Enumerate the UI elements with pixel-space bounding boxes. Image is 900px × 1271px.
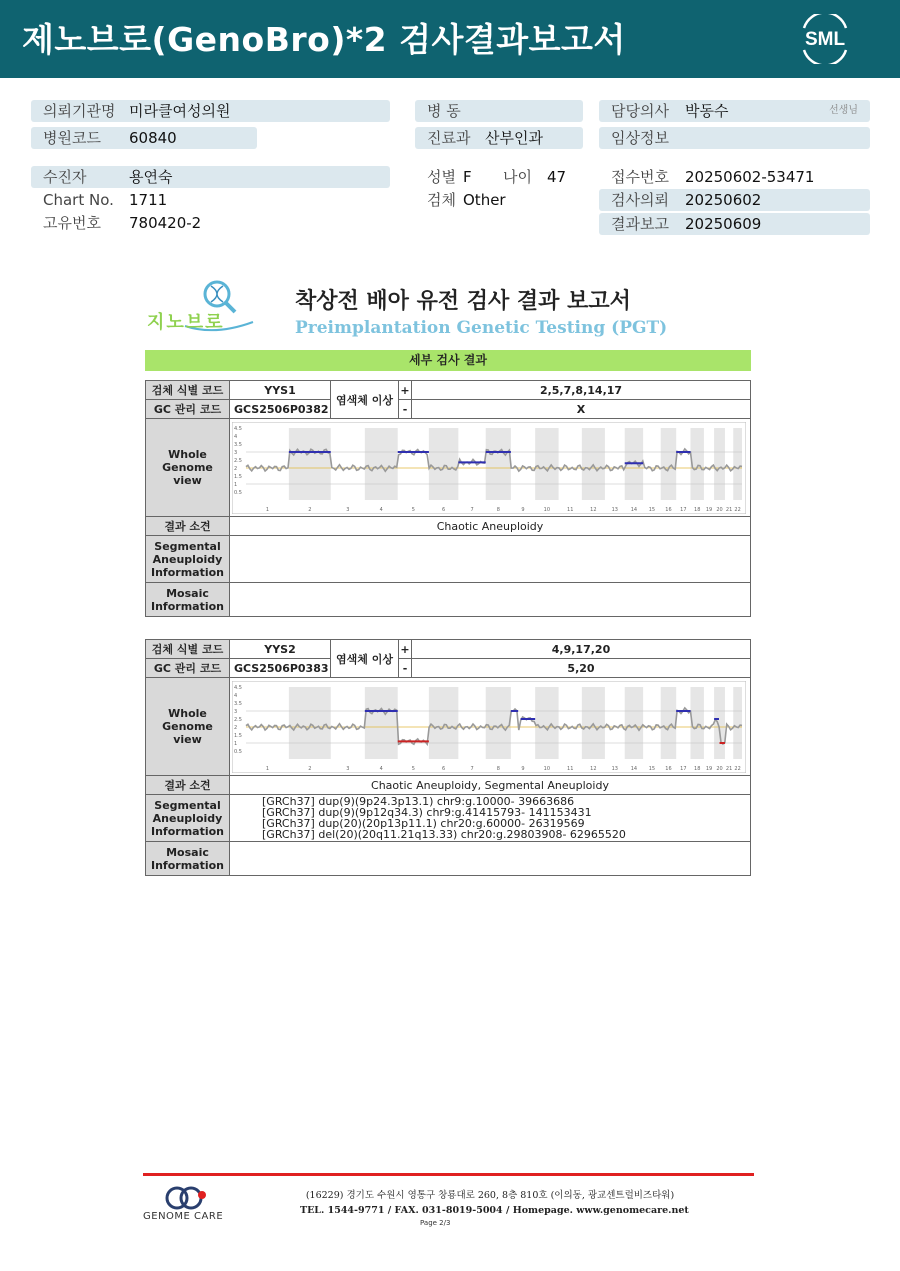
y-tick-label: 1 — [234, 740, 238, 747]
chromosome-tick-label: 12 — [590, 506, 597, 513]
sex-age-field: 성별 F 나이 47 — [427, 168, 567, 186]
chromosome-tick-label: 6 — [442, 506, 446, 513]
chromosome-band — [661, 687, 677, 759]
pgt-header — [145, 278, 751, 344]
chromosome-tick-label: 2 — [308, 765, 312, 772]
sml-logo — [796, 14, 854, 64]
segmental-info — [230, 795, 751, 842]
mosaic-info — [230, 583, 751, 617]
chromosome-tick-label: 7 — [470, 506, 474, 513]
chromosome-tick-label: 14 — [630, 506, 638, 513]
chromosome-tick-label: 8 — [496, 506, 500, 513]
segmental-line: [GRCh37] dup(9)(9p12q34.3) chr9:g.41415793- 141153431 — [262, 806, 592, 819]
hospital-code-field: 병원코드 60840 — [31, 127, 257, 149]
gain-chromosomes: 4,9,17,20 — [412, 640, 751, 659]
chromosome-band — [733, 428, 742, 500]
pgt-title: 착상전 배아 유전 검사 결과 보고서 — [295, 289, 631, 314]
y-tick-label: 1.5 — [234, 473, 242, 480]
y-tick-label: 1.5 — [234, 732, 242, 739]
chromosome-tick-label: 8 — [496, 765, 500, 772]
y-tick-label: 0.5 — [234, 489, 242, 496]
chromosome-tick-label: 5 — [411, 506, 415, 513]
chromosome-tick-label: 17 — [680, 506, 687, 513]
pgt-subtitle: Preimplantation Genetic Testing (PGT) — [295, 318, 668, 338]
age-value: 47 — [547, 168, 567, 186]
loss-chromosomes: X — [412, 400, 751, 419]
genome-care-logo — [143, 1185, 233, 1225]
chromosome-tick-label: 22 — [734, 506, 741, 513]
doctor-field: 담당의사 박동수 선생님 — [599, 100, 870, 122]
hospital-code-value: 60840 — [129, 129, 177, 147]
chromosome-tick-label: 13 — [611, 765, 619, 772]
chromosome-tick-label: 9 — [521, 765, 525, 772]
segmental-line: [GRCh37] dup(9)(9p24.3p13.1) chr9:g.10000- 39663686 — [262, 795, 575, 808]
unique-id-value: 780420-2 — [129, 214, 202, 232]
chromosome-tick-label: 13 — [611, 506, 619, 513]
whole-genome-plot — [232, 681, 746, 773]
report-date-field: 결과보고 20250609 — [599, 213, 870, 235]
finding-value: Chaotic Aneuploidy, Segmental Aneuploidy — [230, 776, 751, 795]
y-tick-label: 3.5 — [234, 441, 242, 448]
genobro-brand: 지노브로 — [147, 312, 225, 333]
specimen-field: 검체 Other — [427, 191, 506, 209]
svg-text:SML: SML — [804, 29, 846, 50]
chromosome-band — [365, 687, 398, 759]
segmental-info — [230, 536, 751, 583]
chromosome-tick-label: 20 — [716, 765, 723, 772]
chromosome-band — [365, 428, 398, 500]
chromosome-tick-label: 16 — [665, 765, 672, 772]
patient-name-field: 수진자 용연숙 — [31, 166, 390, 188]
institution-field: 의뢰기관명 미라클여성의원 — [31, 100, 390, 122]
chart-no-field: Chart No. 1711 — [43, 191, 168, 209]
doctor-value: 박동수 — [685, 102, 729, 120]
y-tick-label: 4 — [234, 433, 238, 440]
chromosome-tick-label: 1 — [265, 765, 270, 772]
y-tick-label: 4.5 — [234, 684, 242, 691]
y-tick-label: 3 — [234, 708, 238, 715]
chromosome-tick-label: 15 — [648, 506, 656, 513]
chromosome-band — [429, 428, 458, 500]
institution-value: 미라클여성의원 — [129, 102, 231, 120]
clinical-field: 임상정보 — [599, 127, 870, 149]
gc-code: GCS2506P0382 — [230, 400, 331, 419]
dept-value: 산부인과 — [485, 129, 543, 147]
chromosome-tick-label: 4 — [379, 765, 383, 772]
gc-code: GCS2506P0383 — [230, 659, 331, 678]
sample-table-1: 검체 식별 코드 YYS1 염색체 이상 + 2,5,7,8,14,17 GC 관리 코드 GCS2506P0382 - X Whole Genome view 4.5 4 3.5 3 2.5 2 1.5 1 0.5 1 2 3 4 5 6 7 8 9 10 11 12 13 14 15 16 17 18 19 20 21 22 결과 소견 Chaotic Aneuploidy Segmental Aneuploidy Information Mosaic Information — [145, 380, 751, 617]
y-tick-label: 1 — [234, 481, 238, 488]
unique-id-field: 고유번호 780420-2 — [43, 214, 202, 232]
chromosome-tick-label: 11 — [567, 506, 574, 513]
chromosome-tick-label: 21 — [725, 506, 733, 513]
chromosome-band — [429, 687, 458, 759]
whole-genome-plot — [232, 422, 746, 514]
chromosome-tick-label: 11 — [567, 765, 574, 772]
segmental-line: [GRCh37] del(20)(20q11.21q13.33) chr20:g.29803908- 62965520 — [262, 828, 626, 841]
receipt-field: 접수번호 20250602-53471 — [611, 168, 815, 186]
chromosome-tick-label: 22 — [734, 765, 741, 772]
chromosome-tick-label: 3 — [346, 765, 350, 772]
chromosome-tick-label: 16 — [665, 506, 672, 513]
y-tick-label: 2 — [234, 465, 238, 472]
chromosome-tick-label: 18 — [694, 765, 701, 772]
genome-care-icon — [163, 1185, 213, 1211]
page-number: Page 2/3 — [420, 1219, 451, 1227]
sample-table-2: 검체 식별 코드 YYS2 염색체 이상 + 4,9,17,20 GC 관리 코드 GCS2506P0383 - 5,20 Whole Genome view 4.5 4 3.5 3 2.5 2 1.5 1 0.5 1 2 3 4 5 6 7 8 9 10 11 12 13 14 15 16 17 18 19 20 21 22 결과 소견 Chaotic Aneuploidy, Segmental Aneuploidy Segmental Aneuploidy Information [GRCh37] dup(9)(9p24.3p13.1) chr9:g.10000- 39663686 [GRCh37] dup(9)(9p12q34.3) chr9:g.41415793- 141153431 [GRCh37] dup(20)(20p13p11.1) chr20:g.60000- 26319569 [GRCh37] del(20)(20q11.21q13.33) chr20:g.29803908- 62965520 Mosaic Information — [145, 639, 751, 876]
chromosome-band — [486, 687, 511, 759]
chromosome-tick-label: 12 — [590, 765, 597, 772]
report-header — [0, 0, 900, 78]
mosaic-info — [230, 842, 751, 876]
section-title: 세부 검사 결과 — [145, 350, 751, 371]
chromosome-band — [714, 687, 725, 759]
specimen-value: Other — [463, 191, 506, 209]
chromosome-tick-label: 19 — [705, 765, 713, 772]
chromosome-band — [625, 687, 643, 759]
chromosome-tick-label: 15 — [648, 765, 656, 772]
chromosome-tick-label: 2 — [308, 506, 312, 513]
report-title: 제노브로(GenoBro)*2 검사결과보고서 — [22, 20, 626, 59]
chromosome-tick-label: 6 — [442, 765, 446, 772]
y-tick-label: 0.5 — [234, 748, 242, 755]
chromosome-band — [714, 428, 725, 500]
y-tick-label: 3 — [234, 449, 238, 456]
footer-divider — [143, 1173, 754, 1176]
y-tick-label: 2 — [234, 724, 238, 731]
chromosome-tick-label: 18 — [694, 506, 701, 513]
ward-field: 병 동 — [415, 100, 583, 122]
chromosome-band — [661, 428, 677, 500]
chromosome-tick-label: 5 — [411, 765, 415, 772]
chromosome-tick-label: 4 — [379, 506, 383, 513]
y-tick-label: 2.5 — [234, 716, 242, 723]
receipt-value: 20250602-53471 — [685, 168, 815, 186]
segmental-line: [GRCh37] dup(20)(20p13p11.1) chr20:g.60000- 26319569 — [262, 817, 585, 830]
chromosome-band — [733, 687, 742, 759]
dept-field: 진료과 산부인과 — [415, 127, 583, 149]
chromosome-tick-label: 14 — [630, 765, 638, 772]
chromosome-tick-label: 19 — [705, 506, 713, 513]
chromosome-tick-label: 9 — [521, 506, 525, 513]
chromosome-band — [535, 428, 558, 500]
chromosome-band — [535, 687, 558, 759]
genobro-logo — [145, 278, 255, 338]
chromosome-tick-label: 17 — [680, 765, 687, 772]
y-tick-label: 4.5 — [234, 425, 242, 432]
chromosome-tick-label: 3 — [346, 506, 350, 513]
y-tick-label: 2.5 — [234, 457, 242, 464]
request-field: 검사의뢰 20250602 — [599, 189, 870, 211]
company-name: GENOME CARE — [143, 1211, 224, 1222]
sample-id: YYS1 — [230, 381, 331, 400]
chromosome-band — [486, 428, 511, 500]
chromosome-tick-label: 20 — [716, 506, 723, 513]
footer-address: (16229) 경기도 수원시 영통구 창룡대로 260, 8층 810호 (이의동, 광교센트럴비즈타워) TEL. 1544-9771 / FAX. 031-8019-5004 / Homepage. www.genomecare.net — [300, 1190, 689, 1216]
chromosome-tick-label: 1 — [265, 506, 270, 513]
sample-id: YYS2 — [230, 640, 331, 659]
doctor-suffix: 선생님 — [829, 105, 858, 116]
sex-value: F — [463, 168, 472, 186]
chromosome-tick-label: 7 — [470, 765, 474, 772]
y-tick-label: 4 — [234, 692, 238, 699]
y-tick-label: 3.5 — [234, 700, 242, 707]
chromosome-tick-label: 10 — [543, 765, 551, 772]
gain-chromosomes: 2,5,7,8,14,17 — [412, 381, 751, 400]
report-date-value: 20250609 — [685, 215, 762, 233]
chromosome-tick-label: 10 — [543, 506, 551, 513]
chromosome-tick-label: 21 — [725, 765, 733, 772]
finding-value: Chaotic Aneuploidy — [230, 517, 751, 536]
chromosome-band — [289, 687, 331, 759]
patient-name-value: 용연숙 — [129, 168, 173, 186]
loss-chromosomes: 5,20 — [412, 659, 751, 678]
chart-no-value: 1711 — [129, 191, 168, 209]
chromosome-band — [289, 428, 331, 500]
request-value: 20250602 — [685, 191, 762, 209]
